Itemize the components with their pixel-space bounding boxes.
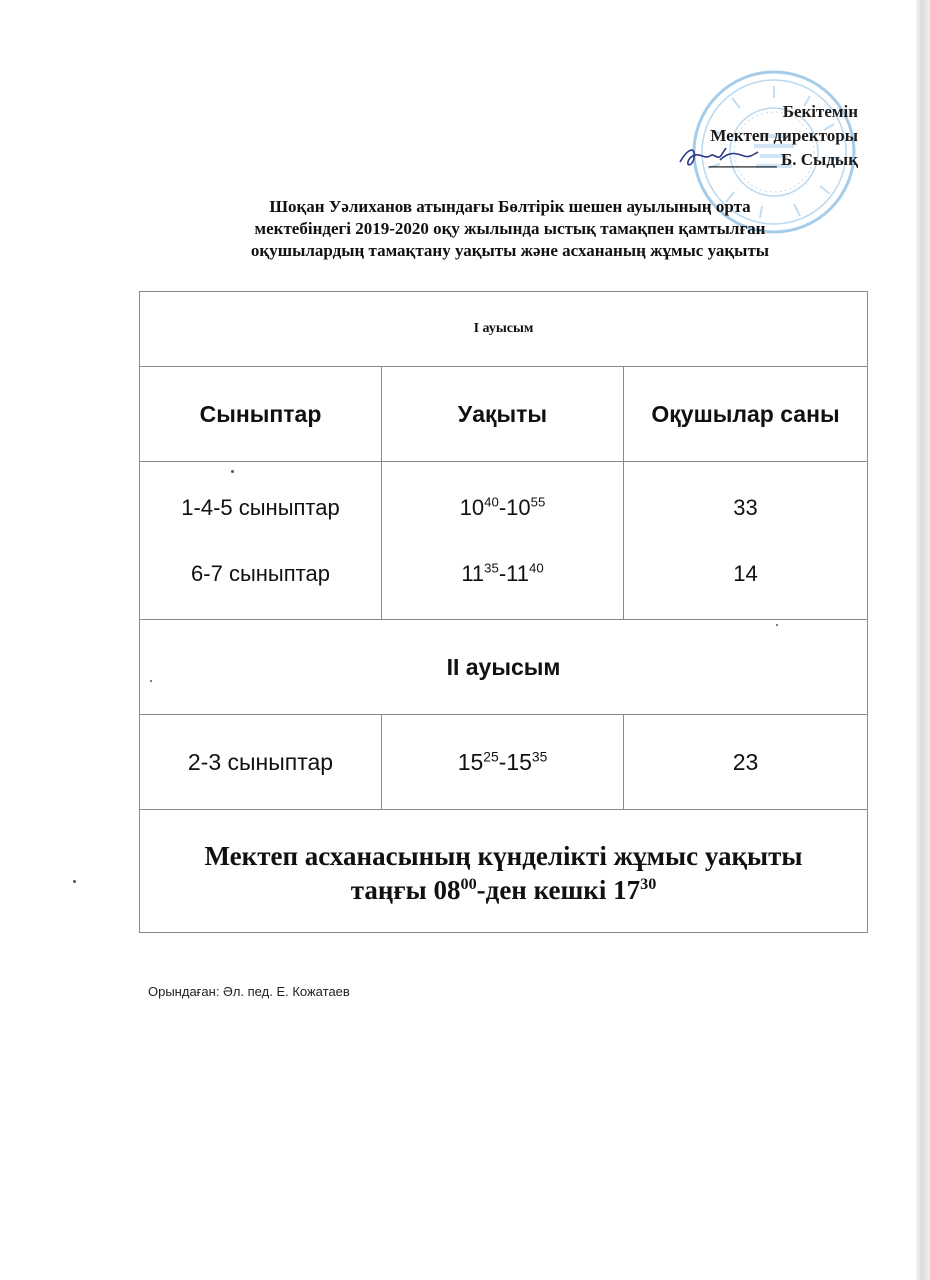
time-row-1: $10^{40}-10^{55}$ [459, 494, 546, 520]
canteen-hours [140, 810, 868, 933]
document-title [150, 196, 870, 262]
scan-speck [73, 880, 76, 883]
approval-signatory: ________ Б. Сыдық [708, 150, 858, 169]
shift-2-row [140, 620, 868, 715]
shift-1-data-row [140, 462, 868, 620]
shift-1-row [140, 292, 868, 367]
classes-row-1: 1-4-5 сыныптар [181, 494, 340, 520]
approval-position: Мектеп директоры [710, 126, 858, 145]
executor-note: Орындаған: Әл. пед. Е. Кожатаев [148, 984, 350, 999]
header-row [140, 367, 868, 462]
shift-2-data-row [140, 715, 868, 810]
page-edge [916, 0, 930, 1280]
shift-1-heading: I ауысым [140, 292, 868, 367]
header-time: Уақыты [382, 367, 624, 462]
classes-row-3: 2-3 сыныптар [140, 715, 382, 810]
students-row-1: 33 [733, 494, 758, 520]
classes-cell [140, 462, 382, 620]
scan-speck [150, 680, 152, 682]
students-cell [624, 462, 868, 620]
header-classes: Сыныптар [140, 367, 382, 462]
time-cell [382, 462, 624, 620]
students-row-3: 23 [624, 715, 868, 810]
director-name: Б. Сыдық [781, 150, 858, 169]
students-row-2: 14 [733, 560, 758, 586]
approval-title: Бекітемін [782, 102, 858, 121]
director-signature [674, 140, 760, 176]
scan-speck [776, 624, 778, 626]
canteen-hours-line-1: Мектеп асханасының күнделікті жұмыс уақыты [204, 841, 803, 871]
title-line-2: мектебіндегі 2019-2020 оқу жылында ыстық тамақпен қамтылған [254, 219, 766, 238]
time-row-2: $11^{35}-11^{40}$ [461, 560, 544, 586]
time-row-3: $15^{25}-15^{35}$ [382, 715, 624, 810]
schedule-table [139, 291, 868, 933]
canteen-hours-line-2: таңғы $08^{00}$-ден кешкі $17^{30}$ [350, 875, 657, 905]
shift-2-heading: II ауысым [140, 620, 868, 715]
scan-speck [231, 470, 234, 473]
classes-row-2: 6-7 сыныптар [191, 560, 330, 586]
title-line-3: оқушылардың тамақтану уақыты және асхананың жұмыс уақыты [250, 241, 770, 260]
title-line-1: Шоқан Уәлиханов атындағы Бөлтірік шешен ауылының орта [269, 197, 751, 216]
header-students: Оқушылар саны [624, 367, 868, 462]
canteen-hours-row [140, 810, 868, 933]
